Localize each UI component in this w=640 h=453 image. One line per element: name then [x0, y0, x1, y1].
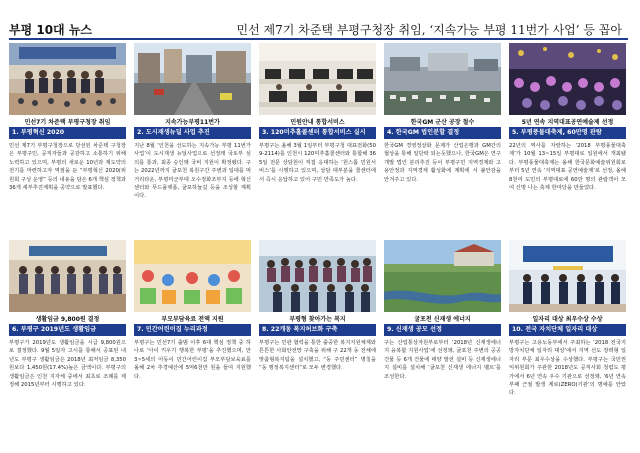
news-body-3: 부평구는 올해 3월 1일부터 부평구청 대표전화(509-2114)를 인천시 120미추홀콜센터와 통합해 365일 전문 상담원이 직접 응대하는 ‘원스톱 민원서비스’를 시행하고 있으며, 상담 대부분을 콜센터에서 즉시 응답하고 있어 구민 만족도가 높다. [259, 143, 376, 183]
news-item-8 [259, 240, 376, 440]
festival-photo [509, 43, 626, 115]
news-caption-4: 한국GM 군산 공장 철수 [410, 119, 475, 126]
news-item-1 [9, 43, 126, 243]
news-row-1 [9, 43, 629, 243]
news-caption-10: 일자리 대상 최우수상 수상 [532, 316, 603, 323]
news-photo-6 [9, 240, 126, 312]
news-photo-8 [259, 240, 376, 312]
page-title: 부평 10대 뉴스 [9, 23, 93, 37]
news-item-3 [259, 43, 376, 243]
news-heading-9: 9. 신재생 공모 선정 [384, 324, 501, 336]
page-headline: 민선 제7기 차준택 부평구청장 취임, ‘지속가능 부평 11번가 사업’ 등 꼽아 [236, 23, 622, 37]
news-heading-8: 8. 22개동 복지허브화 구축 [259, 324, 376, 336]
news-item-2 [134, 43, 251, 243]
news-heading-6: 6. 부평구 2019년도 생활임금 [9, 324, 126, 336]
ceremony-photo [9, 43, 126, 115]
news-caption-1: 민선7기 차준택 부평구청장 취임 [24, 119, 111, 126]
header-divider [9, 38, 628, 40]
welfare-group-photo [259, 240, 376, 312]
news-caption-8: 부평형 찾아가는 복지 [289, 316, 346, 323]
news-caption-2: 지속가능부평11번가 [165, 119, 220, 126]
news-photo-10 [509, 240, 626, 312]
news-caption-9: 굴포천 신재생 에너지 [414, 316, 471, 323]
news-item-9 [384, 240, 501, 440]
news-caption-3: 민원안내 통합서비스 [290, 119, 345, 126]
news-photo-3 [259, 43, 376, 115]
call-center-photo [259, 43, 376, 115]
news-heading-1: 1. 부평혁신 2020 [9, 127, 126, 139]
news-item-4 [384, 43, 501, 243]
news-photo-2 [134, 43, 251, 115]
news-body-2: 지난 8월 ‘인천을 선도하는 지속가능 부평 11번가 사업’이 도시재생 뉴딜사업으로 선정돼 국토부 심의를 통과, 최종 승인돼 국비 지원이 확정됐다. 구는 2022년까지 굴포천 복원구간 주변과 일대를 먹거리타운, 부평미군부대 오수정화조부지 등에 혁신센터와 푸드플랫폼, 굴포하늘길 등을 조성할 계획이다. [134, 143, 251, 200]
news-heading-4: 4. 한국GM 법인분할 결정 [384, 127, 501, 139]
news-photo-9 [384, 240, 501, 312]
news-photo-1 [9, 43, 126, 115]
news-body-1: 민선 제7기 부평구청장으로 당선된 차준택 구청장은 부평구민, 공직자들과 공감하고 소통하기 위해 노력하고 있으며, 부평의 새로운 10년과 재도약의 전기를 마련하고자 역점을 둔 “부평혁신 2020(위원회 구성 운영” 등의 내용을 담은 6개 핵심 정책과 36개 세부추진계획을 공약으로 발표했다. [9, 143, 126, 192]
kids-photo [134, 240, 251, 312]
news-item-7 [134, 240, 251, 440]
news-caption-5: 5년 연속 지역대표공연예술제 선정 [521, 119, 614, 126]
news-body-8: 부평구는 민관 협력을 통한 출중한 복지지원체계와 튼튼한 사회안전망 구축을 위해 구 22개 동 전체에 맞춤형복지팀을 설치했고, “동 주민센터” 명칭을 “동 행정복지센터”로 모두 변경했다. [259, 340, 376, 372]
news-caption-7: 부모부담육료 전액 지원 [161, 316, 224, 323]
news-heading-3: 3. 120미추홀콜센터 통합서비스 실시 [259, 127, 376, 139]
news-body-9: 구는 산업통상자원부로부터 ‘2018년 신재생에너지 융복합 지원사업’에 선정돼, 굴포천 주변의 공공건물 등 6개 건물에 태양 발전 설비 등 신재생에너지 설비를 설치해 ‘굴포천 신재생 에너지 벨트’를 조성한다. [384, 340, 501, 380]
news-photo-5 [509, 43, 626, 115]
wage-meeting-photo [9, 240, 126, 312]
news-photo-7 [134, 240, 251, 312]
news-row-2 [9, 240, 629, 440]
street-photo [134, 43, 251, 115]
news-caption-6: 생활임금 9,800원 결정 [35, 316, 100, 323]
award-photo [509, 240, 626, 312]
news-body-4: 한국GM 경영정상화 문제가 산업은행과 GM간의 협상을 통해 일단락 되는듯했으나, 한국GM은 연구개발 법인 분리추진 등이 부평구민 지역경제와 고용안정과 지역경제 활성화에 계획에 서 불안감을 안겨주고 있다. [384, 143, 501, 183]
news-heading-10: 10. 전국 자치단체 일자리 대상 [509, 324, 626, 336]
news-body-5: 22년의 역사를 자랑하는 ‘2018 부평풍물대축제’가 10월 13~15일 부평대로 일원에서 개최됐다. 부평풍물대축제는 올해 한국문화예술위원회로부터 5년 연속 ‘지역대표 공연예술제’로 선정, 올해 8천여 도민의 부평대로에 60만 명의 관람객이 모여 신명 나는 축제 한마당을 만들었다. [509, 143, 626, 192]
stream-energy-photo [384, 240, 501, 312]
news-heading-5: 5. 부평풍물대축제, 60만명 관람 [509, 127, 626, 139]
news-item-10 [509, 240, 626, 440]
news-heading-7: 7. 민간어린이집 누리과정 [134, 324, 251, 336]
factory-photo [384, 43, 501, 115]
news-body-10: 부평구는 고용노동부에서 주최하는 ‘2018 전국지방자치단체 일자리 대상’에서 지역 선도 장려형 일자리 부문 최우수상을 수상했다. 부평구는 국민권익위원회가 주관한 2018년도 공직사회 청렴도 평가에서 6년 연속 우수 기관으로 선정돼, ‘6년 연속 부패 근절 발생 제로(ZERO)기관’의 명예를 안았다. [509, 340, 626, 397]
news-body-6: 부평구가 2019년도 생활임금을 시급 9,800원으로 결정했다. 9월 5일자 고시를 통해서 공표된 내년도 부평구 생활임금은 2018년 최저임금 8,350원보다 1,450원(17.4%)높은 금액이다. 부평구의 생활임금은 인천 지자체 중에서 최초로 조례를 제정해 2015년부터 시행하고 있다. [9, 340, 126, 389]
news-item-6 [9, 240, 126, 440]
news-item-5 [509, 43, 626, 243]
news-body-7: 부평구는 민선7기 출범 이후 6대 핵심 정책 중 하나로 ‘아이 키우기 행복한 부평’을 추진했으며, 만 3~5세의 아동이 민간어린이집 부모부담보육료를 올해 2차 추경예산에 5억6천만 원을 들여 지원했다. [134, 340, 251, 380]
news-heading-2: 2. 도시재생뉴딜 사업 추진 [134, 127, 251, 139]
news-photo-4 [384, 43, 501, 115]
